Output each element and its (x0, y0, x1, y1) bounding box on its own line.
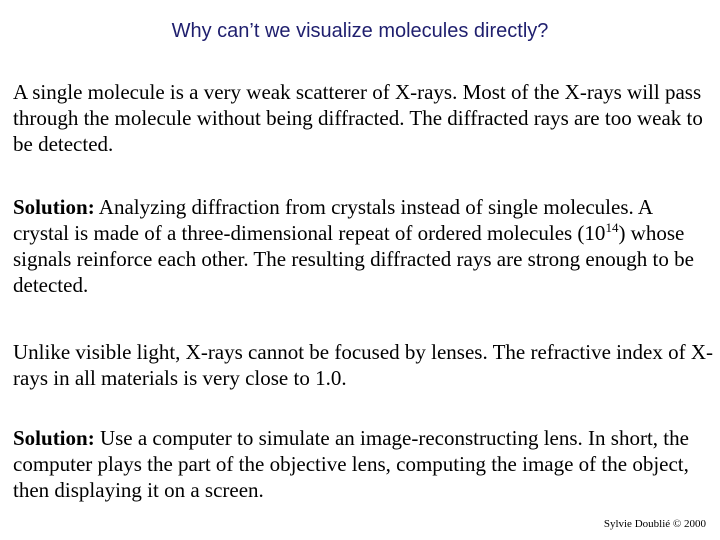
solution-label: Solution: (13, 426, 95, 450)
crystal-solution-text-end: ) whose signals reinforce each other. The resulting diffracted rays are strong enough to be detected. (13, 221, 694, 297)
crystal-solution-text: Analyzing diffraction from crystals instead of single molecules. A crystal is made of a three-dimensional repeat of ordered molecules (10 (13, 195, 652, 245)
slide-title: Why can’t we visualize molecules directly? (171, 20, 549, 42)
solution-label: Solution: (13, 195, 95, 219)
paragraph-lens-limitation: Unlike visible light, X-rays cannot be focused by lenses. The refractive index of X-rays in all materials is very close to 1.0. (13, 340, 713, 390)
paragraph-weak-scatterer: A single molecule is a very weak scatterer of X-rays. Most of the X-rays will pass through the molecule without being diffracted. The diffracted rays are too weak to be detected. (13, 80, 703, 156)
paragraph-computer-solution (13, 425, 713, 503)
paragraph-crystal-solution (13, 194, 713, 298)
exponent: 14 (605, 220, 619, 235)
computer-solution-text: Use a computer to simulate an image-reconstructing lens. In short, the computer plays the part of the objective lens, computing the image of the object, then displaying it on a screen. (13, 426, 689, 502)
author-credit: Sylvie Doublié © 2000 (603, 518, 706, 530)
